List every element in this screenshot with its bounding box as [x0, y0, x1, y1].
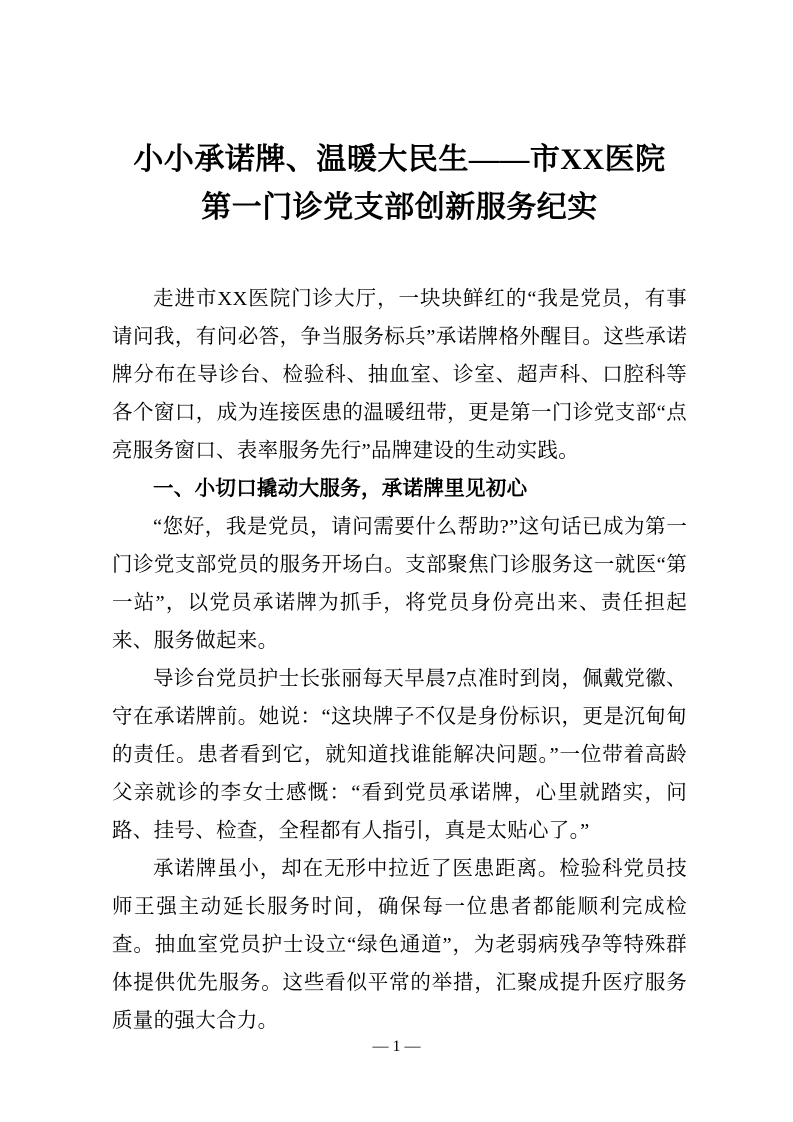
- paragraph: “您好，我是党员，请问需要什么帮助?”这句话已成为第一门诊党支部党员的服务开场白。支部聚焦门诊服务这一就医“第一站”，以党员承诺牌为抓手，将党员身份亮出来、责任担起来、服务做起来。: [112, 516, 687, 652]
- section-heading: 一、小切口撬动大服务，承诺牌里见初心: [153, 478, 528, 500]
- document-title: [112, 136, 687, 232]
- title-line-1: 小小承诺牌、温暖大民生——市XX医院: [133, 143, 666, 176]
- paragraph: 导诊台党员护士长张丽每天早晨7点准时到岗，佩戴党徽、守在承诺牌前。她说：“这块牌子不仅是身份标识，更是沉甸甸的责任。患者看到它，就知道找谁能解决问题。”一位带着高龄父亲就诊的李女士感慨：“看到党员承诺牌，心里就踏实，问路、挂号、检查，全程都有人指引，真是太贴心了。”: [112, 668, 687, 842]
- paragraph: 承诺牌虽小，却在无形中拉近了医患距离。检验科党员技师王强主动延长服务时间，确保每一位患者都能顺利完成检查。抽血室党员护士设立“绿色通道”，为老弱病残孕等特殊群体提供优先服务。这些看似平常的举措，汇聚成提升医疗服务质量的强大合力。: [112, 858, 687, 1032]
- document-content: [112, 0, 687, 1040]
- page-number: — 1 —: [372, 1038, 421, 1055]
- paragraph: 走进市XX医院门诊大厅，一块块鲜红的“我是党员，有事请问我，有问必答，争当服务标兵”承诺牌格外醒目。这些承诺牌分布在导诊台、检验科、抽血室、诊室、超声科、口腔科等各个窗口，成为连接医患的温暖纽带，更是第一门诊党支部“点亮服务窗口、表率服务先行”品牌建设的生动实践。: [112, 288, 687, 462]
- title-line-2: 第一门诊党支部创新服务纪实: [201, 191, 598, 224]
- document-body: [112, 280, 687, 1040]
